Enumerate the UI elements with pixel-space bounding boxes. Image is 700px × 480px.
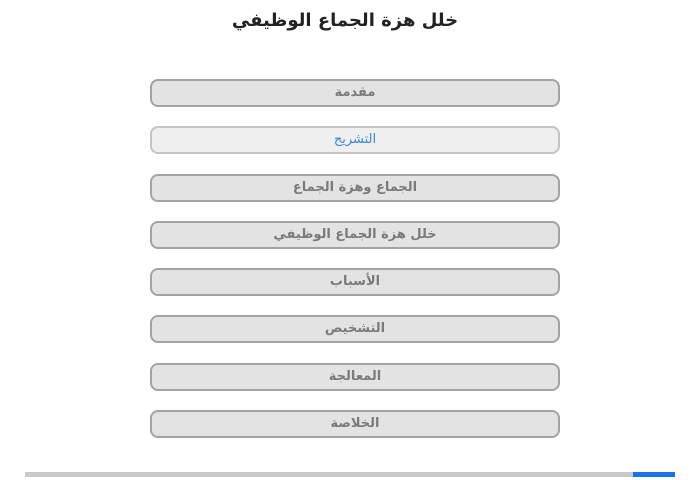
menu-item-orgasmic-dysfunction[interactable]: خلل هزة الجماع الوظيفي [150,221,560,249]
page-title: خلل هزة الجماع الوظيفي [231,10,459,31]
progress-bar [25,472,675,477]
chapter-menu [150,79,560,457]
menu-item-diagnosis[interactable]: التشخيص [150,315,560,343]
progress-bar-fill [633,472,675,477]
menu-item-introduction[interactable]: مقدمة [150,79,560,107]
menu-item-treatment[interactable]: المعالجة [150,363,560,391]
menu-item-intercourse-and-orgasm[interactable]: الجماع وهزة الجماع [150,174,560,202]
menu-item-summary[interactable]: الخلاصة [150,410,560,438]
menu-item-anatomy[interactable]: التشريح [150,126,560,154]
menu-item-causes[interactable]: الأسباب [150,268,560,296]
